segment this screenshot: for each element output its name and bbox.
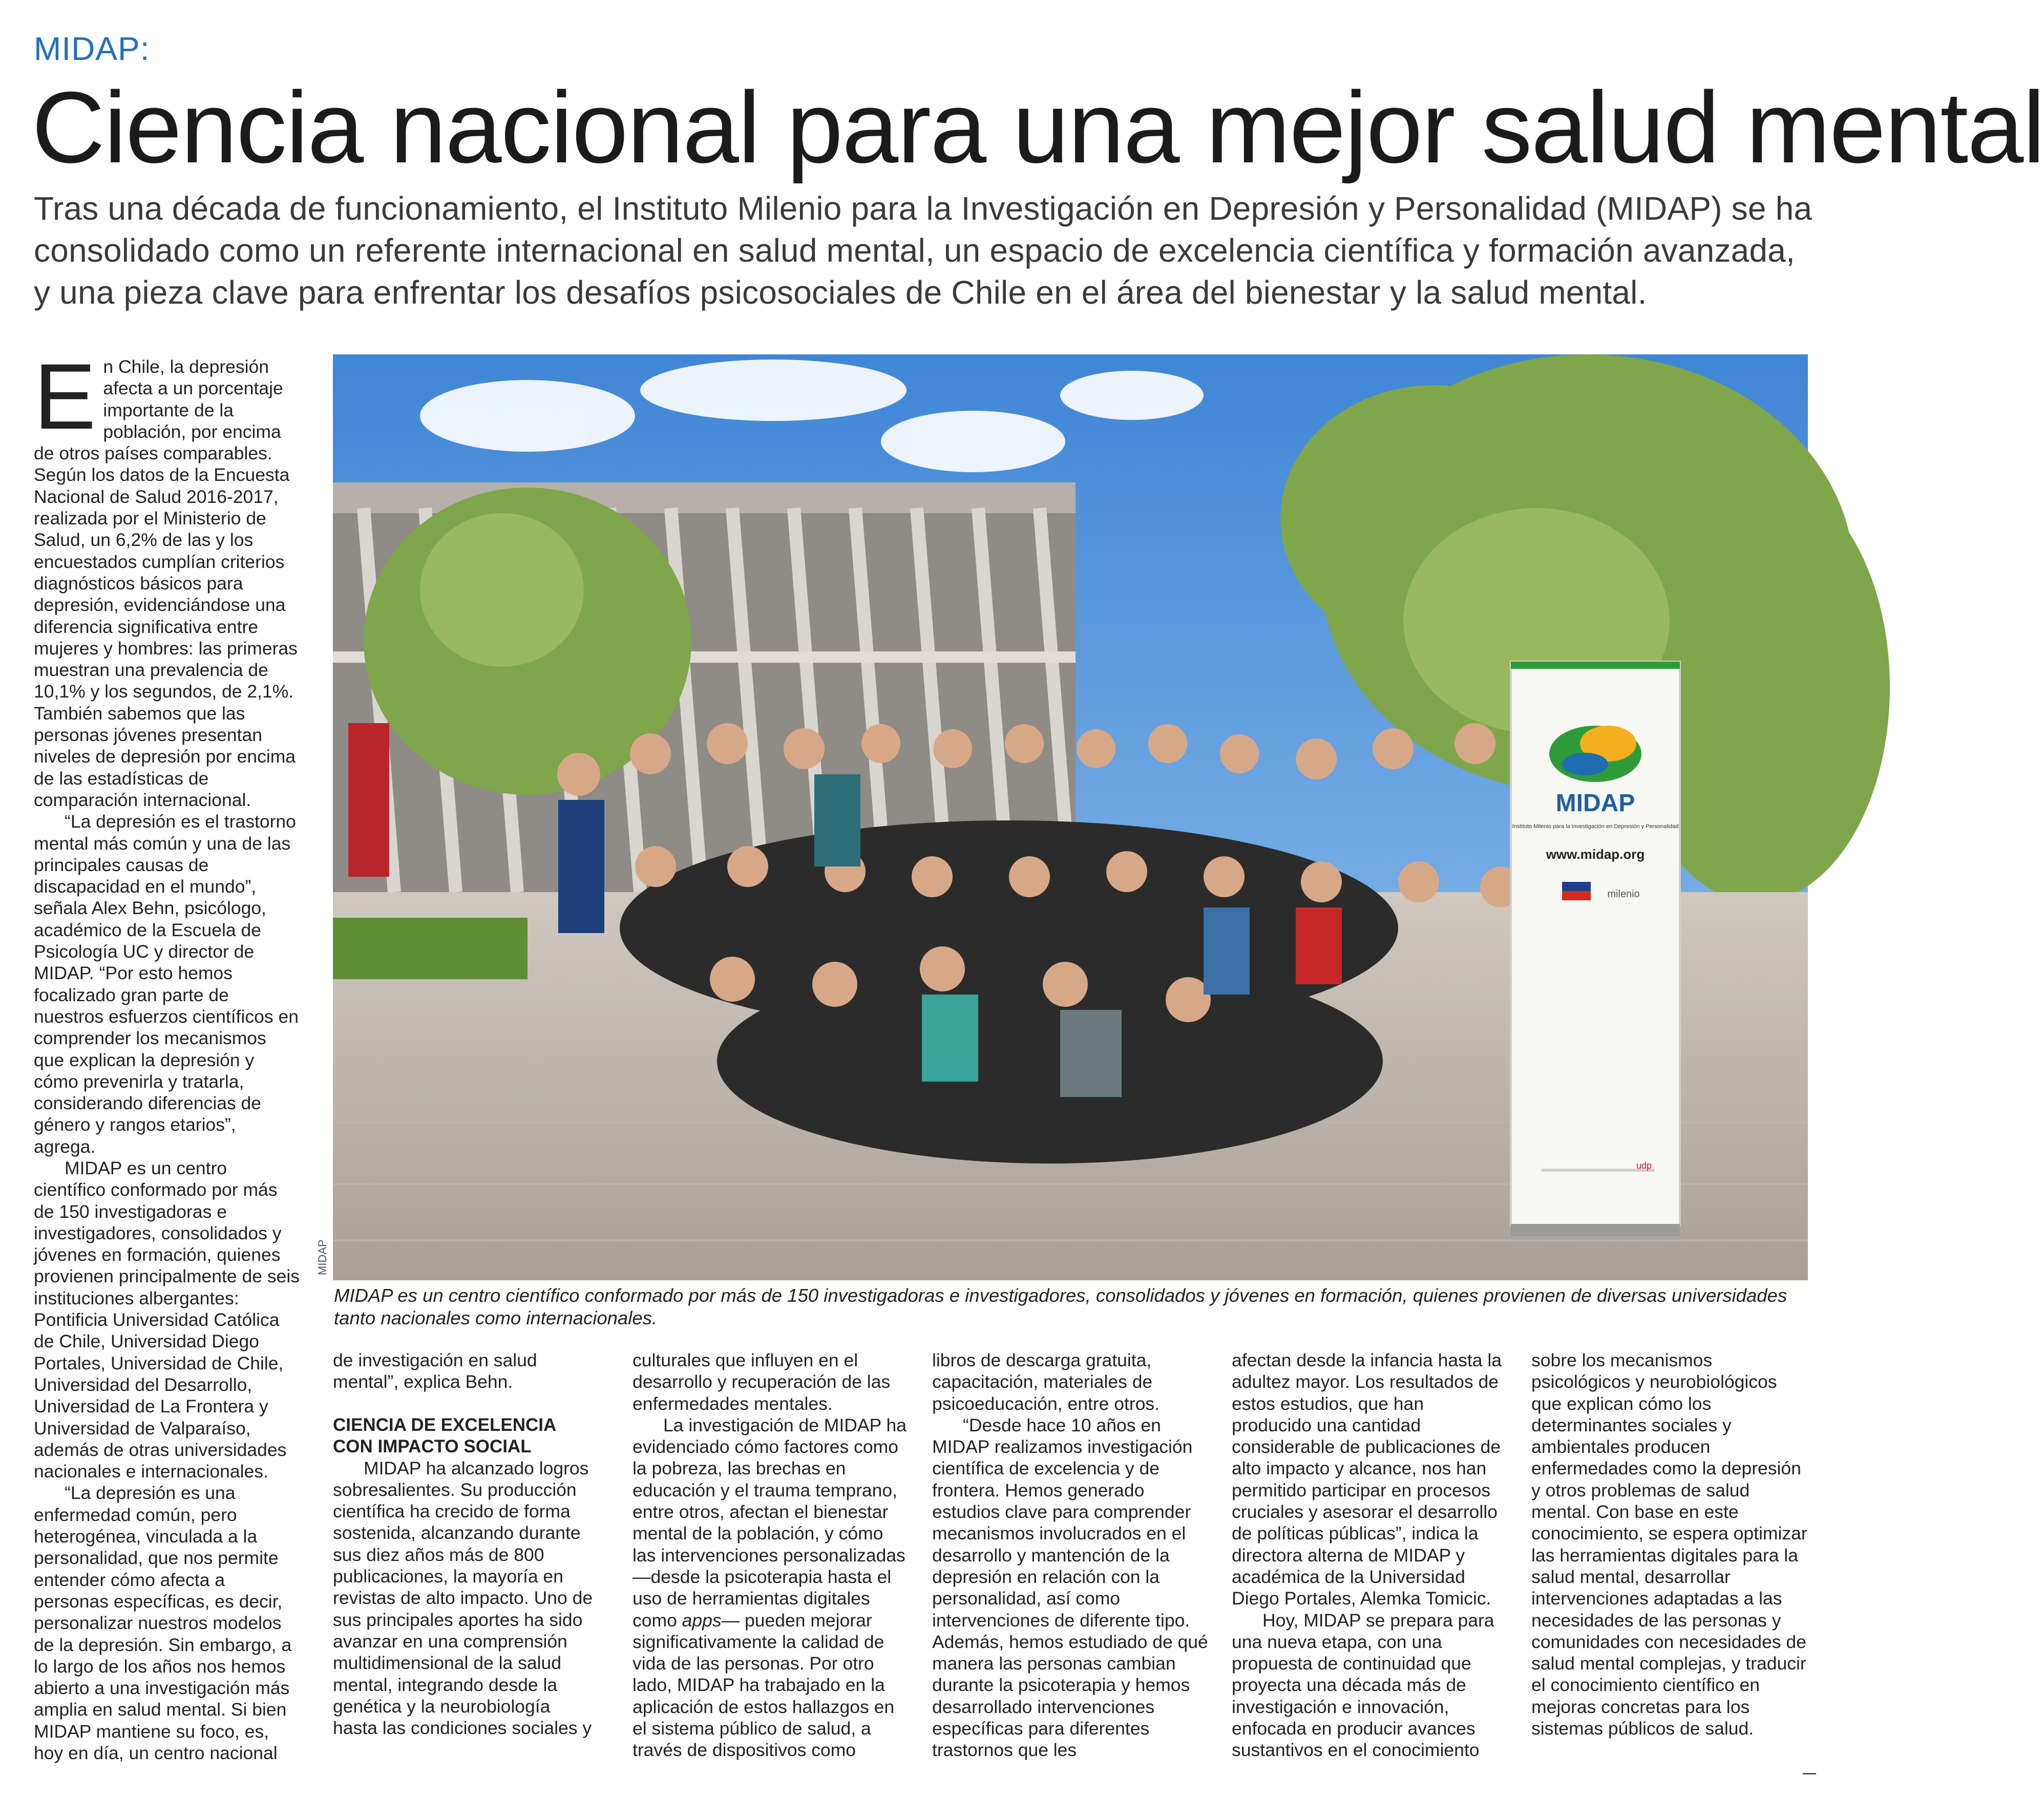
paragraph: “Desde hace 10 años en MIDAP realizamos investigación científica de excelencia y de frontera. Hemos generado estudios clave para comprender mecanismos involucrados en el desarrollo y mantención de la depresión en relación con la personalidad, así como intervenciones de diferente tipo. Además, hemos estudiado de qué manera las personas cambian durante la psicoterapia y hemos desarrollado intervenciones específicas para diferentes trastornos que les xyxy=(932,1414,1208,1761)
section-kicker: MIDAP: xyxy=(34,30,150,67)
paragraph: sobre los mecanismos psicológicos y neurobiológicos que explican cómo los determinantes sociales y ambientales producen enfermedades como la depresión y otros problemas de salud mental. Con base en este conocimiento, se espera optimizar las herramientas digitales para la salud mental, desarrollar intervenciones adaptadas a las necesidades de las personas y comunidades con necesidades de salud mental complejas, y traducir el conocimiento científico en mejoras concretas para los sistemas públicos de salud. xyxy=(1531,1350,1807,1739)
group-photo xyxy=(333,354,1808,1280)
paragraph: “La depresión es el trastorno mental más común y una de las principales causas de discapacidad en el mundo”, señala Alex Behn, psicólogo, académico de la Escuela de Psicología UC y director de MIDAP. “Por esto hemos focalizado gran parte de nuestros esfuerzos científicos en comprender los mecanismos que explican la depresión y cómo prevenirla y tratarla, considerando diferencias de género y rangos etarios”, agrega. xyxy=(34,811,299,1157)
paragraph: MIDAP es un centro científico conformado por más de 150 investigadoras e investigadores, consolidados y jóvenes en formación, quienes provienen principalmente de seis instituciones albergantes: Pontificia Universidad Católica de Chile, Universidad Diego Portales, Universidad de Chile, Universidad del Desarrollo, Universidad de La Frontera y Universidad de Valparaíso, además de otras universidades nacionales e internacionales. xyxy=(34,1157,300,1482)
article-column-1 xyxy=(34,344,300,1764)
paragraph: culturales que influyen en el desarrollo y recuperación de las enfermedades mentales. xyxy=(633,1350,891,1414)
headline: Ciencia nacional para una mejor salud mental xyxy=(32,71,2044,184)
paragraph: de investigación en salud mental”, explica Behn. xyxy=(333,1350,537,1392)
paragraph: Hoy, MIDAP se prepara para una nueva etapa, con una propuesta de continuidad que proyecta una década más de investigación e innovación, enfocada en producir avances sustantivos en el conocimiento xyxy=(1232,1610,1494,1761)
article-column-2 xyxy=(333,1349,599,1739)
paragraph: libros de descarga gratuita, capacitación, materiales de psicoeducación, entre otros. xyxy=(932,1350,1160,1414)
lead-paragraph: Tras una década de funcionamiento, el Instituto Milenio para la Investigación en Depresión y Personalidad (MIDAP) se ha consolidado como un referente internacional en salud mental, un espacio de excelencia científica y formación avanzada, y una pieza clave para enfrentar los desafíos psicosociales de Chile en el área del bienestar y la salud mental. xyxy=(34,190,1813,311)
paragraph: “La depresión es una enfermedad común, pero heterogénea, vinculada a la personalidad, que nos permite entender cómo afecta a personas específicas, es decir, personalizar nuestros modelos de la depresión. Sin embargo, a lo largo de los años nos hemos abierto a una investigación más amplia en salud mental. Si bien MIDAP mantiene su foco, es, hoy en día, un centro nacional xyxy=(34,1483,292,1763)
paragraph: n Chile, la depresión afecta a un porcentaje importante de la población, por encima de otros países comparables. Según los datos de la Encuesta Nacional de Salud 2016-2017, realizada por el Ministerio de Salud, un 6,2% de las y los encuestados cumplían criterios diagnósticos básicos para depresión, evidenciándose una diferencia significativa entre mujeres y hombres: las primeras muestran una prevalencia de 10,1% y los segundos, de 2,1%. También sabemos que las personas jóvenes presentan niveles de depresión por encima de las estadísticas de comparación internacional. xyxy=(34,356,298,810)
banner-subtitle: Instituto Milenio para la Investigación en Depresión y Personalidad xyxy=(1512,823,1679,830)
article-column-6 xyxy=(1531,1349,1808,1739)
article-column-4 xyxy=(932,1349,1209,1761)
banner-milenio: milenio xyxy=(1607,889,1640,900)
banner-sponsor: udp xyxy=(1636,1160,1652,1171)
article-column-3 xyxy=(633,1349,909,1761)
subheading: CIENCIA DE EXCELENCIA CON IMPACTO SOCIAL xyxy=(333,1414,556,1456)
photo-caption: MIDAP es un centro científico conformado por más de 150 investigadoras e investigadores, consolidados y jóvenes en formación, quienes provienen de diversas universidades tanto nacionales como internacionales. xyxy=(334,1285,1787,1328)
drop-cap: E xyxy=(34,344,96,449)
banner-url: www.midap.org xyxy=(1546,847,1645,862)
midap-banner xyxy=(1511,662,1680,1236)
banner-logo-text: MIDAP xyxy=(1555,790,1635,817)
page-mark xyxy=(1803,1773,1816,1774)
photo-credit: MIDAP xyxy=(316,1239,329,1275)
paragraph: MIDAP ha alcanzado logros sobresalientes. Su producción científica ha crecido de forma sostenida, alcanzando durante sus diez años más de 800 publicaciones, la mayoría en revistas de alto impacto. Uno de sus principales aportes ha sido avanzar en una comprensión multidimensional de la salud mental, integrando desde la genética y la neurobiología hasta las condiciones sociales y xyxy=(333,1457,593,1739)
paragraph: afectan desde la infancia hasta la adultez mayor. Los resultados de estos estudios, que han producido una cantidad considerable de publicaciones de alto impacto y alcance, nos han permitido participar en procesos cruciales y asesorar el desarrollo de políticas públicas”, indica la directora alterna de MIDAP y académica de la Universidad Diego Portales, Alemka Tomicic. xyxy=(1232,1350,1502,1609)
paragraph: La investigación de MIDAP ha evidenciado cómo factores como la pobreza, las brechas en educación y el trauma temprano, entre otros, afectan el bienestar mental de la población, y cómo las intervenciones personalizadas —desde la psicoterapia hasta el uso de herramientas digitales como apps— pueden mejorar significativamente la calidad de vida de las personas. Por otro lado, MIDAP ha trabajado en la aplicación de estos hallazgos en el sistema público de salud, a través de dispositivos como xyxy=(633,1414,907,1761)
article-column-5 xyxy=(1232,1349,1508,1761)
